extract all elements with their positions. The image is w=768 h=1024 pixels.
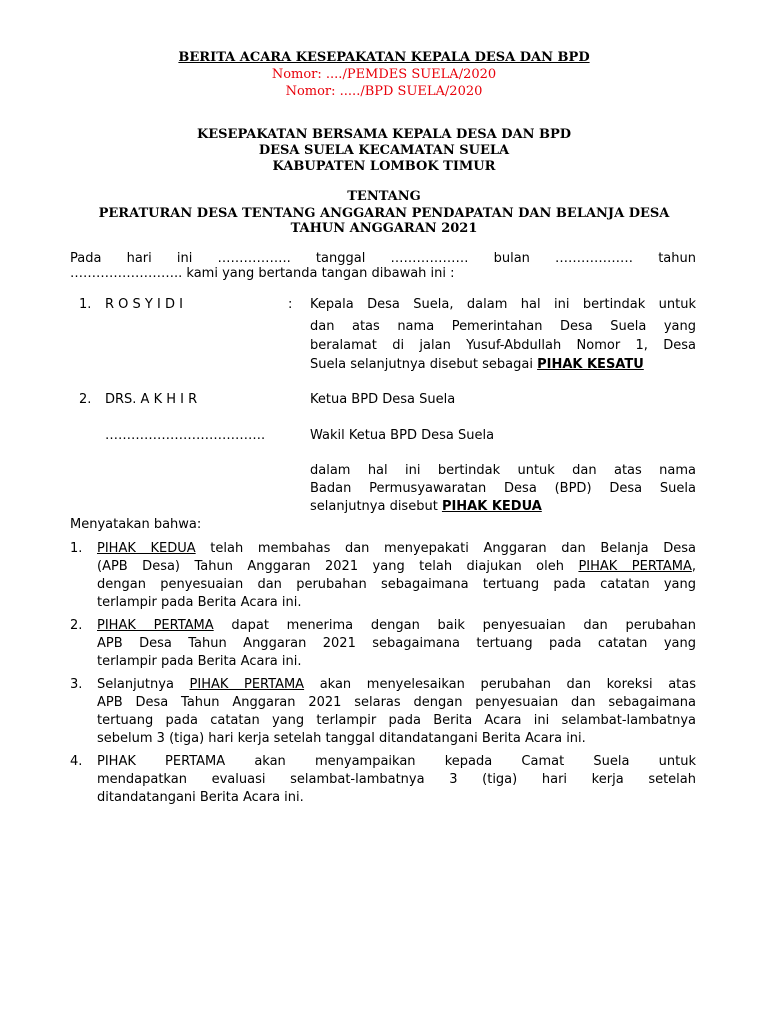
party-2-role: Ketua BPD Desa Suela (310, 392, 456, 407)
intro-word: tanggal (315, 251, 366, 266)
subject-line-1: PERATURAN DESA TENTANG ANGGARAN PENDAPATAN DAN BELANJA DESA (98, 206, 670, 221)
party-3-role: Wakil Ketua BPD Desa Suela (310, 428, 495, 443)
item-4-line-1: PIHAK PERTAMA akan menyampaikan kepada Camat Suela untuk (97, 754, 696, 769)
item-3-text: akan menyelesaikan perubahan dan koreksi atas (304, 677, 697, 692)
pihak-pertama-ref: PIHAK PERTAMA (578, 559, 692, 574)
item-1-line-1 (97, 541, 696, 556)
bpd-desc-line-1: dalam hal ini bertindak untuk dan atas nama (310, 463, 696, 478)
party-1-number: 1. (79, 297, 92, 312)
intro-word: bulan (493, 251, 530, 266)
item-3-line-1 (97, 677, 696, 692)
intro-word: hari (126, 251, 152, 266)
item-3-number: 3. (70, 677, 83, 692)
intro-word: Pada (70, 251, 102, 266)
bpd-desc-text: selanjutnya disebut (310, 499, 442, 514)
party-1-desc-line-4 (310, 357, 644, 372)
intro-word: ……………… (555, 251, 634, 266)
intro-line-1 (70, 251, 696, 266)
item-2-text: dapat menerima dengan baik penyesuaian dan perubahan (213, 618, 696, 633)
agreement-line-3: KABUPATEN LOMBOK TIMUR (272, 159, 496, 174)
document-title: BERITA ACARA KESEPAKATAN KEPALA DESA DAN BPD (178, 50, 590, 65)
item-1-line-2 (97, 559, 696, 574)
bpd-desc-line-3 (310, 499, 542, 514)
item-4-line-2: mendapatkan evaluasi selambat-lambatnya 3 (tiga) hari kerja setelah (97, 772, 696, 787)
item-4-line-3: ditandatangani Berita Acara ini. (97, 790, 304, 805)
nomor-pemdes: Nomor: ..../PEMDES SUELA/2020 (271, 67, 497, 82)
party-3-name-placeholder: ………………………………. (105, 428, 266, 443)
party-1-desc-line-3: beralamat di jalan Yusuf-Abdullah Nomor 1, Desa (310, 338, 696, 353)
agreement-line-2: DESA SUELA KECAMATAN SUELA (258, 143, 510, 158)
party-1-desc-text: Suela selanjutnya disebut sebagai (310, 357, 538, 372)
party-1-desc-line-2: dan atas nama Pemerintahan Desa Suela yang (310, 319, 696, 334)
pihak-pertama-ref: PIHAK PERTAMA (189, 677, 305, 692)
pihak-kedua-label: PIHAK KEDUA (441, 499, 542, 514)
item-1-number: 1. (70, 541, 83, 556)
pihak-pertama-ref: PIHAK PERTAMA (97, 618, 214, 633)
item-3-line-4: sebelum 3 (tiga) hari kerja setelah tanggal ditandatangani Berita Acara ini. (97, 731, 586, 746)
intro-word: tahun (658, 251, 696, 266)
item-1-line-3: dengan penyesuaian dan perubahan sebagaimana tertuang pada catatan yang (97, 577, 696, 592)
item-1-text: , (691, 559, 696, 574)
party-1-desc-line-1: Kepala Desa Suela, dalam hal ini bertindak untuk (310, 297, 696, 312)
party-1-colon: : (288, 297, 293, 312)
intro-word: …………….. (217, 251, 291, 266)
intro-word: ini (176, 251, 193, 266)
pihak-kedua-ref: PIHAK KEDUA (97, 541, 196, 556)
subject-line-2: TAHUN ANGGARAN 2021 (290, 221, 478, 236)
agreement-line-1: KESEPAKATAN BERSAMA KEPALA DESA DAN BPD (196, 127, 572, 142)
party-2-number: 2. (79, 392, 92, 407)
item-3-text: Selanjutnya (97, 677, 190, 692)
bpd-desc-line-2: Badan Permusyawaratan Desa (BPD) Desa Suela (310, 481, 696, 496)
item-1-text: (APB Desa) Tahun Anggaran 2021 yang telah diajukan oleh (97, 559, 579, 574)
item-4-number: 4. (70, 754, 83, 769)
item-1-text: telah membahas dan menyepakati Anggaran dan Belanja Desa (195, 541, 697, 556)
item-1-line-4: terlampir pada Berita Acara ini. (97, 595, 302, 610)
statement-lead: Menyatakan bahwa: (70, 517, 202, 532)
item-3-line-2: APB Desa Tahun Anggaran 2021 selaras dengan penyesuaian dan sebagaimana (97, 695, 696, 710)
item-2-line-1 (97, 618, 696, 633)
item-3-line-3: tertuang pada catatan yang terlampir pada Berita Acara ini selambat-lambatnya (97, 713, 696, 728)
nomor-bpd: Nomor: ...../BPD SUELA/2020 (285, 84, 483, 99)
item-2-number: 2. (70, 618, 83, 633)
tentang-heading: TENTANG (347, 189, 421, 204)
intro-word: ……………… (390, 251, 469, 266)
pihak-kesatu-label: PIHAK KESATU (537, 357, 644, 372)
item-2-line-2: APB Desa Tahun Anggaran 2021 sebagaimana tertuang pada catatan yang (97, 636, 696, 651)
party-1-name: R O S Y I D I (105, 297, 183, 312)
item-2-line-3: terlampir pada Berita Acara ini. (97, 654, 302, 669)
intro-line-2: …………………….. kami yang bertanda tangan dibawah ini : (70, 266, 455, 281)
party-2-name: DRS. A K H I R (105, 392, 198, 407)
